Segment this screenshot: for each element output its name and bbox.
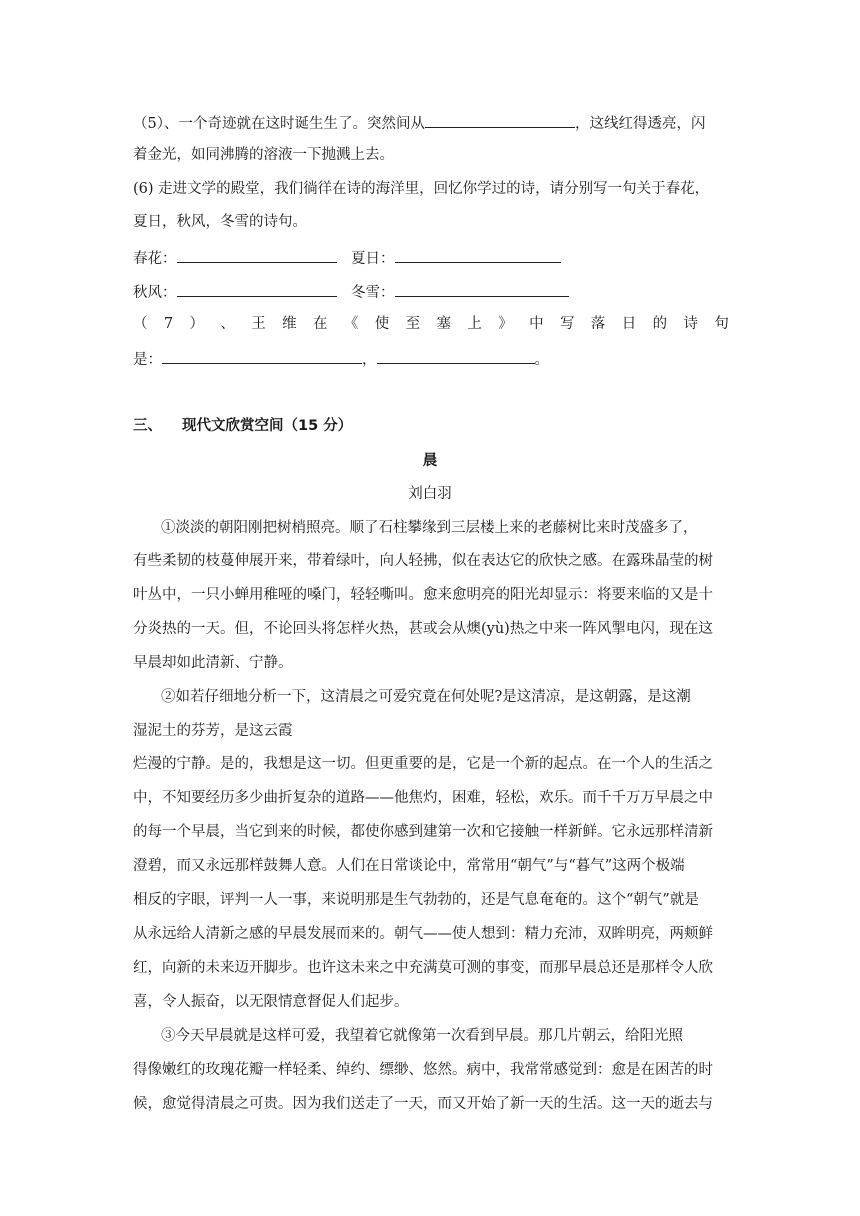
article-line: ③今天早晨就是这样可爱，我望着它就像第一次看到早晨。那几片朝云，给阳光照 (161, 1028, 683, 1044)
article-line: 的每一个早晨，当它到来的时候，都使你感到建第一次和它接触一样新鲜。它永远那样清新 (133, 824, 713, 840)
article-line: 早晨却如此清新、宁静。 (133, 655, 293, 671)
q7-char: 《 (343, 316, 359, 332)
q6-summer-row (351, 247, 561, 269)
article-line: ②如若仔细地分析一下，这清晨之可爱究竟在何处呢?是这清凉，是这朝露，是这潮 (161, 689, 691, 705)
q7-char: 7 (163, 316, 174, 332)
q5-answer-blank[interactable] (425, 112, 575, 128)
q6-autumn-row (133, 281, 337, 303)
q7-prefix: 是： (133, 352, 162, 368)
article-line: 得像嫩红的玫瑰花瓣一样轻柔、绰约、缥缈、悠然。病中，我常常感觉到：愈是在困苦的时 (133, 1062, 713, 1078)
q7-char: 塞 (436, 316, 451, 332)
q7-char: ） (189, 316, 204, 332)
q7-char: 王 (251, 316, 266, 332)
article-line: 澄碧，而又永远那样鼓舞人意。人们在日常谈论中，常常用“朝气”与“暮气”这两个极端 (133, 858, 685, 874)
q6-winter-row (351, 281, 569, 303)
section3-number: 三、 (133, 418, 162, 434)
q7-char: 、 (220, 316, 235, 332)
q6-spring-label: 春花： (133, 251, 177, 267)
q7-char: 句 (714, 316, 729, 332)
article-line: ①淡淡的朝阳刚把树梢照亮。顺了石柱攀缘到三层楼上来的老藤树比来时茂盛多了， (161, 520, 698, 536)
q7-period: 。 (534, 352, 549, 368)
q7-char: 写 (559, 316, 575, 332)
q7-char: 中 (529, 316, 544, 332)
q7-char: 在 (312, 316, 328, 332)
article-line: 叶丛中，一只小蝉用稚哑的嗓门，轻轻嘶叫。愈来愈明亮的阳光却显示：将要来临的又是十 (133, 587, 713, 603)
q7-char: 至 (405, 316, 421, 332)
article-line: 红，向新的未来迈开脚步。也许这未来之中充满莫可测的事变，而那早晨总还是那样令人欣 (133, 960, 713, 976)
q6-autumn-blank[interactable] (177, 281, 337, 297)
article-line: 从永远给人清新之感的早晨发展而来的。朝气——使人想到：精力充沛，双眸明亮，两颊鲜 (133, 926, 713, 942)
q7-line1 (133, 314, 729, 334)
article-line: 烂漫的宁静。是的，我想是这一切。但更重要的是，它是一个新的起点。在一个人的生活之 (133, 756, 713, 772)
article-line: 有些柔韧的枝蔓伸展开来，带着绿叶，向人轻拂，似在表达它的欣快之感。在露珠晶莹的树 (133, 553, 713, 569)
q7-char: 日 (621, 316, 637, 332)
q7-char: 落 (590, 316, 606, 332)
q6-spring-blank[interactable] (177, 247, 337, 263)
q7-char: 使 (374, 316, 390, 332)
q6-spring-row (133, 247, 337, 269)
q6-summer-blank[interactable] (395, 247, 561, 263)
q5-text-after-blank: ，这线红得透亮，闪 (574, 116, 706, 132)
q7-line2 (133, 348, 549, 370)
article-line: 相反的字眼，评判一人一事，来说明那是生气勃勃的，还是气息奄奄的。这个“朝气”就是 (133, 892, 699, 908)
article-author: 刘白羽 (408, 486, 452, 502)
q7-blank-1[interactable] (162, 348, 362, 364)
article-line: 喜，令人振奋，以无限情意督促人们起步。 (133, 994, 409, 1010)
article-line: 湿泥土的芬芳，是这云霞 (133, 723, 293, 739)
q7-blank-2[interactable] (377, 348, 535, 364)
section3-title: 现代文欣赏空间（15 分） (182, 418, 353, 434)
article-line: 候，愈觉得清晨之可贵。因为我们送走了一天，而又开始了新一天的生活。这一天的逝去与 (133, 1096, 713, 1112)
q6-line2: 夏日，秋风，冬雪的诗句。 (133, 214, 307, 230)
q5-text-before-blank: （5）、一个奇迹就在这时诞生生了。突然间从 (133, 116, 425, 132)
q6-winter-label: 冬雪： (351, 285, 395, 301)
q5-line2: 着金光，如同沸腾的溶液一下抛溅上去。 (133, 147, 394, 163)
q7-char: （ (133, 316, 148, 332)
q7-char: 维 (282, 316, 297, 332)
q5-line1 (133, 112, 705, 134)
q7-char: 》 (498, 316, 513, 332)
q6-summer-label: 夏日： (351, 251, 395, 267)
q6-winter-blank[interactable] (395, 281, 569, 297)
article-line: 分炎热的一天。但，不论回头将怎样火热，甚或会从燠(yù)热之中来一阵风掣电闪，现在这 (133, 621, 713, 637)
q6-line1: (6) 走进文学的殿堂，我们徜徉在诗的海洋里，回忆你学过的诗，请分别写一句关于春花， (133, 181, 710, 197)
q7-comma: ， (362, 352, 377, 368)
article-line: 中，不知要经历多少曲折复杂的道路——他焦灼，困难，轻松，欢乐。而千千万万早晨之中 (133, 790, 713, 806)
q6-autumn-label: 秋风： (133, 285, 177, 301)
article-title: 晨 (422, 453, 438, 469)
q7-char: 的 (652, 316, 668, 332)
q7-char: 上 (467, 316, 482, 332)
q7-char: 诗 (683, 316, 698, 332)
